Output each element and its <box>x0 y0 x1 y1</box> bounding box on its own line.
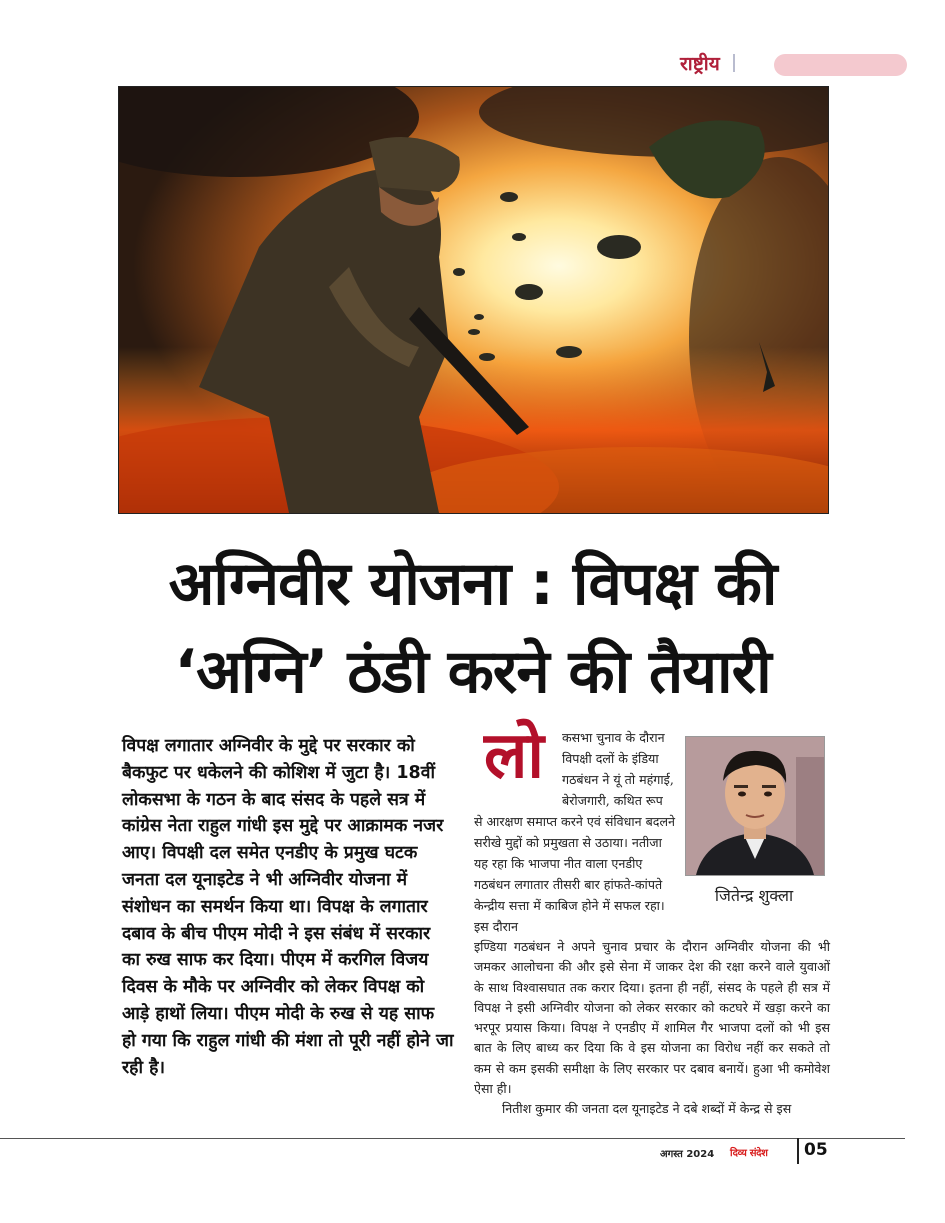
author-name: जितेन्द्र शुक्ला <box>714 886 794 905</box>
article-headline <box>100 540 845 716</box>
drop-cap: लो <box>484 719 544 793</box>
section-divider <box>733 54 735 72</box>
article-lead: विपक्ष लगातार अग्निवीर के मुद्दे पर सरकार को बैकफुट पर धकेलने की कोशिश में जुटा है। 18वीं लोकसभा के गठन के बाद संसद के पहले सत्र में कांग्रेस नेता राहुल गांधी इस मुद्दे पर आक्रामक नजर आए। विपक्षी दल समेत एनडीए के प्रमुख घटक जनता दल यूनाइटेड ने भी अग्निवीर योजना में संशोधन का समर्थन किया था। विपक्ष के लगातार दबाव के बीच पीएम मोदी ने इस संबंध में सरकार का रुख साफ कर दिया। पीएम में करगिल विजय दिवस के मौके पर अग्निवीर को लेकर विपक्ष को आड़े हाथों लिया। पीएम मोदी के रुख से यह साफ हो गया कि राहुल गांधी की मंशा तो पूरी नहीं होने जा रही है। <box>122 736 454 1078</box>
hero-image-soldier-battle <box>118 86 829 514</box>
article-body-continued: से आरक्षण समाप्त करने एवं संविधान बदलने सरीखे मुद्दों को प्रमुखता से उठाया। नतीजा यह रहा कि भाजपा नीत वाला एनडीए गठबंधन लगातार तीसरी बार हांफते-कांपते केन्द्रीय सत्ता में काबिज होने में सफल रहा। इस दौरान <box>474 814 676 934</box>
section-label: राष्ट्रीय <box>680 53 720 75</box>
article-paragraph: इण्डिया गठबंधन ने अपने चुनाव प्रचार के दौरान अग्निवीर योजना की भी जमकर आलोचना की और इसे सेना में जाकर देश की रक्षा करने वाले युवाओं के साथ विश्वासघात तक करार दिया। इतना ही नहीं, संसद के पहले ही सत्र में विपक्ष ने इसी अग्निवीर योजना को लेकर सरकार को कटघरे में खड़ा करने का भरपूर प्रयास किया। विपक्ष ने एनडीए में शामिल गैर भाजपा दलों को भी इस बात के लिए बाध्य कर दिया कि वे इस योजना का विरोध नहीं कर सकते तो कम से कम इसकी समीक्षा के लिए सरकार पर दबाव बनायें। हुआ भी कमोवेश ऐसा ही। <box>474 939 830 1097</box>
article-body-main <box>474 937 830 1120</box>
article-paragraph: नितीश कुमार की जनता दल यूनाइटेड ने दबे शब्दों में केन्द्र से इस <box>502 1101 792 1117</box>
section-pill-decoration <box>774 54 907 76</box>
headline-line-2: ‘अग्नि’ ठंडी करने की तैयारी <box>174 637 771 707</box>
footer-divider <box>797 1138 799 1164</box>
page-number: 05 <box>804 1140 828 1160</box>
article-body-intro: कसभा चुनाव के दौरान विपक्षी दलों के इंडिया गठबंधन ने यूं तो महंगाई, बेरोजगारी, कथित रूप <box>562 730 674 808</box>
author-photo <box>685 736 825 876</box>
issue-date: अगस्त 2024 <box>660 1149 715 1160</box>
magazine-logo: दिव्य संदेश <box>730 1148 768 1159</box>
footer-rule <box>0 1138 905 1139</box>
headline-line-1: अग्निवीर योजना : विपक्ष की <box>168 549 777 619</box>
